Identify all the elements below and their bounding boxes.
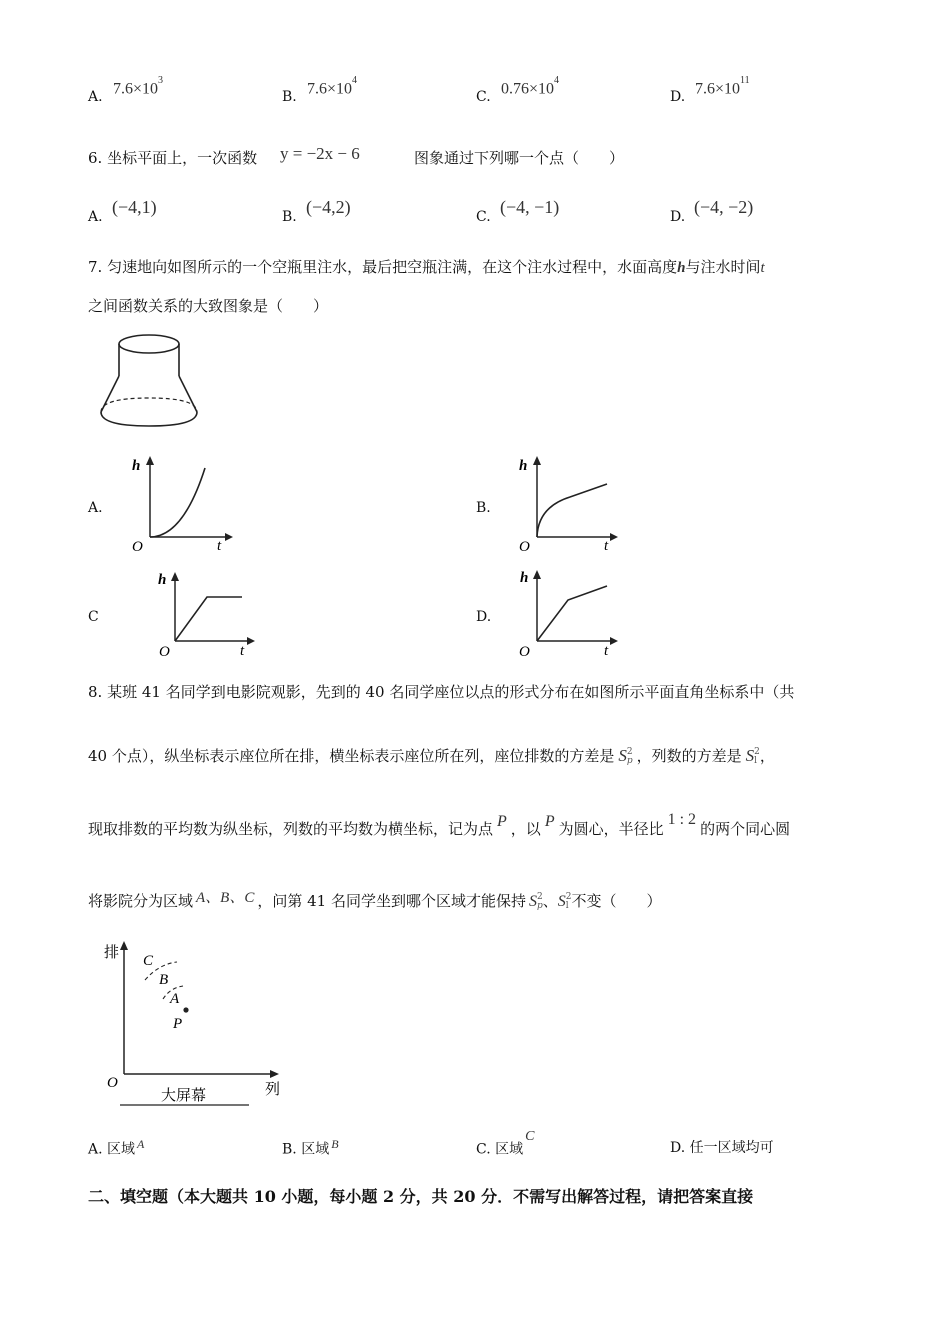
graph-b-origin: O (519, 539, 530, 552)
point-p-label: P (173, 1016, 183, 1032)
cinema-origin: O (107, 1075, 118, 1091)
graph-d (510, 566, 620, 666)
q7-option-d[interactable]: D. (476, 609, 492, 625)
q8-option-a[interactable]: A. 区域 $^A$ (88, 1137, 145, 1158)
graph-b-x-label: t (604, 538, 609, 552)
q6-equation: y = −2x − 6 (280, 144, 360, 163)
cinema-x-label: 列 (265, 1082, 281, 1098)
graph-a-x-label: t (217, 538, 222, 552)
q6-stem-suffix: 图象通过下列哪一个点（ ） (414, 149, 625, 167)
q6-option-b-value: (−4,2) (306, 197, 351, 217)
graph-d-x-label: t (604, 643, 609, 659)
q5-option-c-value: $0.76\times 10^4$ (501, 75, 560, 98)
q6-option-d[interactable]: D. (670, 209, 686, 225)
graph-c (150, 566, 260, 666)
q5-option-c[interactable]: C. (476, 89, 491, 105)
graph-d-origin: O (519, 644, 530, 660)
graph-a-y-label: h (132, 458, 141, 474)
q6-stem: 6. 坐标平面上，一次函数 (88, 149, 258, 167)
q7-option-b[interactable]: B. (476, 500, 491, 516)
q5-option-a[interactable]: A. (88, 89, 103, 105)
graph-a-origin: O (132, 539, 143, 552)
graph-b-y-label: h (519, 458, 528, 474)
graph-c-x-label: t (240, 643, 245, 659)
cinema-y-label: 排 (104, 945, 120, 961)
cinema-figure (95, 932, 295, 1110)
graph-c-y-label: h (158, 572, 167, 588)
screen-label: 大屏幕 (161, 1088, 207, 1104)
q5-option-b[interactable]: B. (282, 89, 297, 105)
q5-option-d-value: $7.6\times 10^{11}$ (695, 75, 750, 98)
q5-option-b-value: $7.6\times 10^4$ (307, 75, 358, 98)
q8-stem-line2: 40 个点），纵坐标表示座位所在排，横坐标表示座位所在列，座位排数的方差是 S 2 p ，列数的方差是 S 2 l ， (88, 746, 775, 766)
q6-option-c-value: (−4, −1) (500, 197, 560, 217)
graph-d-y-label: h (520, 570, 529, 586)
q6-option-a-value: (−4,1) (112, 197, 157, 217)
point-p (183, 1007, 188, 1012)
q7-option-c[interactable]: C (88, 609, 99, 625)
q7-stem-line2: 之间函数关系的大致图象是（ ） (88, 297, 329, 315)
region-b-label: B (159, 972, 169, 988)
q6-option-a[interactable]: A. (88, 209, 103, 225)
q8-option-b[interactable]: B. 区域 $^B$ (282, 1137, 339, 1158)
graph-b (510, 452, 620, 552)
q7-option-a[interactable]: A. (88, 500, 103, 516)
q8-stem-line3: 现取排数的平均数为纵坐标，列数的平均数为横坐标，记为点 P ，以 P 为圆心，半径比1 : 2的两个同心圆 (88, 811, 791, 838)
q7-stem-line1: 7. 匀速地向如图所示的一个空瓶里注水，最后把空瓶注满，在这个注水过程中，水面高度h与注水时间t (88, 258, 765, 276)
q5-option-a-value: $7.6\times 10^3$ (113, 75, 164, 98)
bottle-figure (95, 330, 225, 440)
section-2-heading: 二、填空题（本大题共 10 小题，每小题 2 分，共 20 分．不需写出解答过程，请把答案直接 (88, 1187, 754, 1206)
q8-stem-line4: 将影院分为区域 A、B、C ，问第 41 名同学坐到哪个区域才能保持 S 2 p 、S 2 l 不变（ ） (88, 890, 662, 911)
graph-c-origin: O (159, 644, 170, 660)
q5-option-d[interactable]: D. (670, 89, 686, 105)
graph-a (125, 452, 235, 552)
q8-option-c[interactable]: C. 区域$^C$ (476, 1129, 535, 1158)
q6-option-b[interactable]: B. (282, 209, 297, 225)
q8-stem-line1: 8. 某班 41 名同学到电影院观影，先到的 40 名同学座位以点的形式分布在如图所示平面直角坐标系中（共 (88, 683, 795, 701)
q6-option-c[interactable]: C. (476, 209, 491, 225)
q8-option-d[interactable]: D. 任一区域均可 (670, 1140, 774, 1156)
region-a-label: A (170, 991, 180, 1007)
region-c-label: C (143, 953, 154, 969)
q6-option-d-value: (−4, −2) (694, 197, 754, 217)
